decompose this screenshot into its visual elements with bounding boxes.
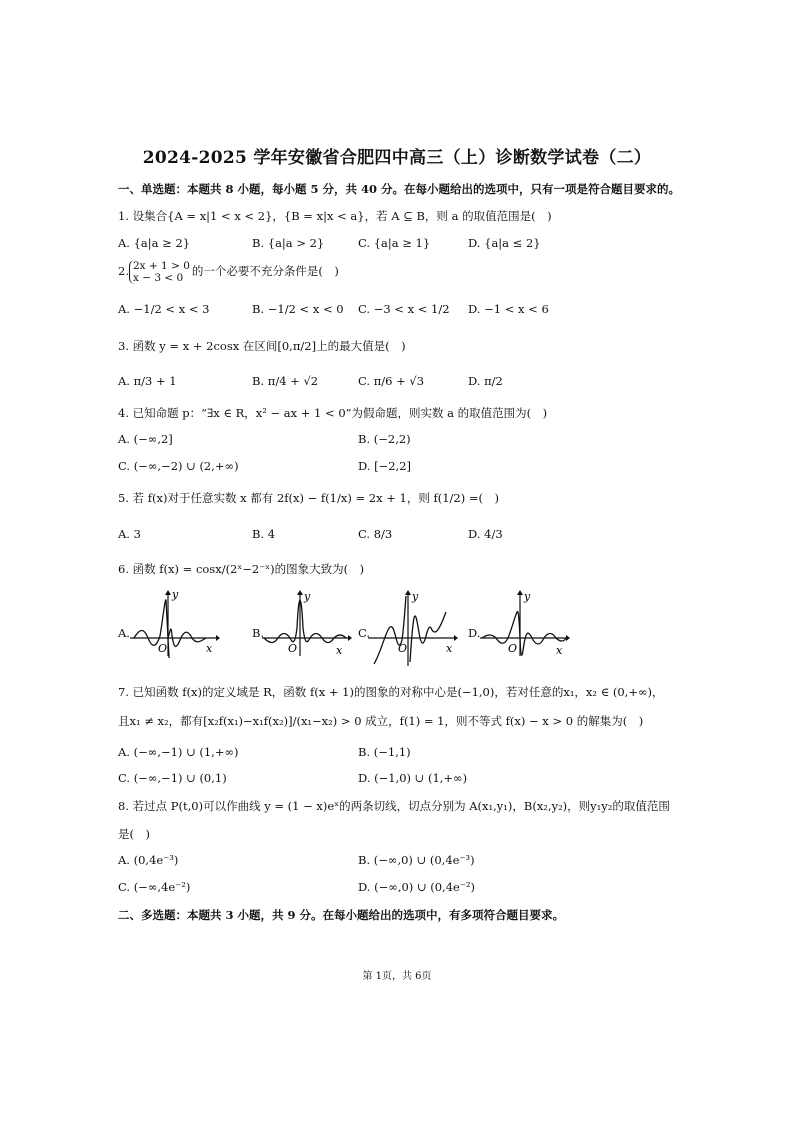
graph-b-y-axis-label: y [304, 590, 311, 603]
question-2-system-line-1: 2x + 1 > 0 [132, 260, 190, 272]
graph-c-x-axis-label: x [446, 642, 453, 655]
question-8-option-b[interactable]: B. (−∞,0) ∪ (0,4e⁻³) [358, 853, 475, 867]
question-6-graph-d[interactable] [480, 588, 570, 658]
graph-d-origin-label: O [508, 642, 518, 655]
question-6-graph-b[interactable] [262, 588, 352, 658]
graph-c-y-axis-label: y [412, 590, 419, 603]
question-8-option-d[interactable]: D. (−∞,0) ∪ (0,4e⁻²) [358, 880, 475, 894]
graph-a-origin-label: O [158, 642, 168, 655]
section-single-choice-header: 一、单选题：本题共 8 小题，每小题 5 分，共 40 分。在每小题给出的选项中，只有一项是符合题目要求的。 [118, 182, 681, 196]
question-2-system-line-2: x − 3 < 0 [132, 272, 184, 284]
question-5-option-b[interactable]: B. 4 [252, 527, 276, 541]
graph-a-y-axis-label: y [172, 588, 179, 601]
graph-a-x-axis-label: x [206, 642, 213, 655]
question-1-option-b[interactable]: B. {a|a > 2} [252, 236, 325, 250]
question-6-graph-a[interactable] [130, 588, 220, 658]
question-3-stem: 3. 函数 y = x + 2cosx 在区间[0,π/2]上的最大值是( ) [118, 339, 406, 353]
page-footer: 第 1页，共 6页 [362, 971, 432, 982]
question-4-stem: 4. 已知命题 p：“∃x ∈ R，x² − ax + 1 < 0”为假命题，则实数 a 的取值范围为( ) [118, 406, 548, 420]
question-6-stem: 6. 函数 f(x) = cosx/(2ˣ−2⁻ˣ)的图象大致为( ) [118, 562, 365, 576]
question-1-option-d[interactable]: D. {a|a ≤ 2} [468, 236, 541, 250]
question-2-number: 2. [118, 264, 129, 278]
question-7-stem-line-2: 且x₁ ≠ x₂，都有[x₂f(x₁)−x₁f(x₂)]/(x₁−x₂) > 0 成立，f(1) = 1，则不等式 f(x) − x > 0 的解集为( ) [118, 714, 644, 728]
question-2-stem-suffix: 的一个必要不充分条件是( ) [191, 264, 339, 278]
question-3-option-b[interactable]: B. π/4 + √2 [252, 374, 319, 388]
question-4-option-b[interactable]: B. (−2,2) [358, 432, 411, 446]
question-6-graph-c[interactable] [368, 588, 458, 668]
graph-b-x-axis-label: x [336, 644, 343, 657]
question-2-option-d[interactable]: D. −1 < x < 6 [468, 302, 549, 316]
question-4-option-a[interactable]: A. (−∞,2] [118, 432, 173, 446]
question-7-option-b[interactable]: B. (−1,1) [358, 745, 411, 759]
question-7-option-a[interactable]: A. (−∞,−1) ∪ (1,+∞) [118, 745, 239, 759]
graph-c-origin-label: O [398, 642, 408, 655]
question-7-option-d[interactable]: D. (−1,0) ∪ (1,+∞) [358, 771, 468, 785]
question-2-stem [118, 260, 339, 284]
question-1-option-c[interactable]: C. {a|a ≥ 1} [358, 236, 431, 250]
question-5-option-a[interactable]: A. 3 [118, 527, 141, 541]
section-multiple-choice-header: 二、多选题：本题共 3 小题，共 9 分。在每小题给出的选项中，有多项符合题目要求。 [118, 908, 565, 922]
question-7-option-c[interactable]: C. (−∞,−1) ∪ (0,1) [118, 771, 227, 785]
exam-title: 2024-2025 学年安徽省合肥四中高三（上）诊断数学试卷（二） [142, 148, 652, 168]
question-6-option-c-label[interactable]: C. [358, 626, 371, 640]
question-4-option-c[interactable]: C. (−∞,−2) ∪ (2,+∞) [118, 459, 239, 473]
question-1-stem: 1. 设集合{A = x|1 < x < 2}，{B = x|x < a}，若 A ⊆ B，则 a 的取值范围是( ) [118, 209, 552, 223]
question-7-stem-line-1: 7. 已知函数 f(x)的定义域是 R，函数 f(x + 1)的图象的对称中心是(−1,0)，若对任意的x₁，x₂ ∈ (0,+∞)， [118, 685, 664, 699]
graph-d-x-axis-label: x [556, 644, 563, 657]
question-5-stem: 5. 若 f(x)对于任意实数 x 都有 2f(x) − f(1/x) = 2x + 1，则 f(1/2) =( ) [118, 491, 500, 505]
question-4-option-d[interactable]: D. [−2,2] [358, 459, 412, 473]
graph-d-y-axis-label: y [524, 590, 531, 603]
question-3-option-d[interactable]: D. π/2 [468, 374, 503, 388]
question-6-option-a-label[interactable]: A. [118, 626, 130, 640]
question-8-option-c[interactable]: C. (−∞,4e⁻²) [118, 880, 191, 894]
question-8-stem-line-1: 8. 若过点 P(t,0)可以作曲线 y = (1 − x)eˣ的两条切线，切点分别为 A(x₁,y₁)，B(x₂,y₂)，则y₁y₂的取值范围 [118, 799, 670, 813]
question-3-option-c[interactable]: C. π/6 + √3 [358, 374, 425, 388]
question-5-option-d[interactable]: D. 4/3 [468, 527, 503, 541]
question-6-option-d-label[interactable]: D. [468, 626, 481, 640]
question-8-stem-line-2: 是( ) [118, 827, 150, 841]
question-1-option-a[interactable]: A. {a|a ≥ 2} [118, 236, 191, 250]
question-8-option-a[interactable]: A. (0,4e⁻³) [118, 853, 179, 867]
question-2-option-a[interactable]: A. −1/2 < x < 3 [118, 302, 210, 316]
question-2-option-b[interactable]: B. −1/2 < x < 0 [252, 302, 344, 316]
question-2-option-c[interactable]: C. −3 < x < 1/2 [358, 302, 450, 316]
question-3-option-a[interactable]: A. π/3 + 1 [118, 374, 177, 388]
graph-b-origin-label: O [288, 642, 298, 655]
question-2-system-brace [129, 260, 190, 284]
question-6-option-b-label[interactable]: B. [252, 626, 265, 640]
question-5-option-c[interactable]: C. 8/3 [358, 527, 393, 541]
